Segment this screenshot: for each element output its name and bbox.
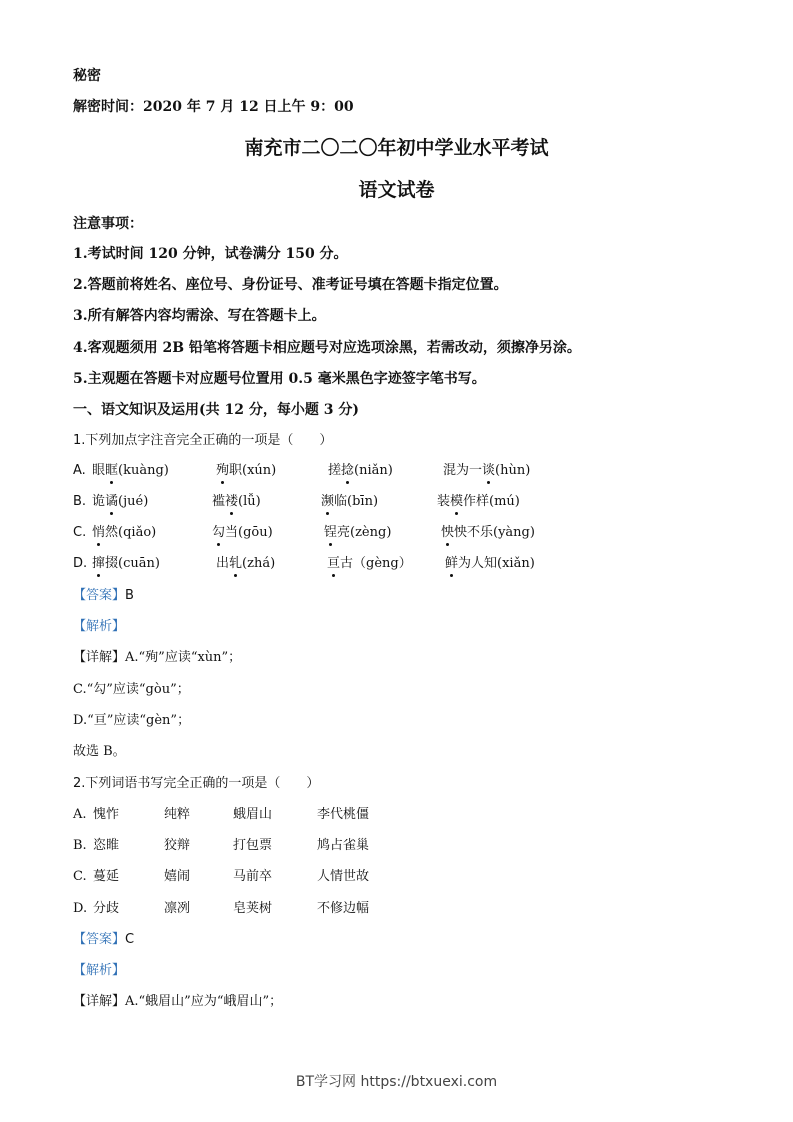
option-item: 锃亮(zèng): [324, 525, 392, 540]
detail-line: 【详解】A.“殉”应读“xùn”；: [73, 650, 242, 665]
dotted-char: 亘: [327, 556, 341, 571]
dotted-char: 褛: [225, 494, 239, 509]
answer-row: [73, 587, 134, 605]
option-item: 殉职(xún): [216, 463, 277, 478]
option-word: 李代桃僵: [317, 807, 370, 822]
dotted-char: 鲜: [445, 556, 459, 571]
analysis-label: 【解析】: [73, 963, 126, 978]
dotted-char: 模: [450, 494, 464, 509]
dotted-char: 殉: [216, 463, 230, 478]
answer-value: C: [125, 932, 135, 947]
option-letter: C.: [73, 525, 87, 540]
option-item: 搓捻(niǎn): [328, 463, 393, 478]
detail-line: 【详解】A.“蛾眉山”应为“峨眉山”；: [73, 994, 283, 1009]
option-item: 撺掇(cuān): [92, 556, 160, 571]
dotted-char: 濒: [321, 494, 335, 509]
analysis-label: 【解析】: [73, 619, 126, 634]
detail-line: 故选 B。: [73, 744, 126, 759]
option-item: 悄然(qiǎo): [92, 525, 157, 540]
paper-subtitle: 语文试卷: [358, 179, 435, 201]
question-2-stem: 2.下列词语书写完全正确的一项是（ ）: [73, 776, 320, 791]
dotted-char: 勾: [212, 525, 226, 540]
dotted-char: 悄: [92, 525, 106, 540]
option-word: 蛾眉山: [233, 807, 273, 822]
site-footer: BT学习网 https://btxuexi.com: [295, 1074, 498, 1090]
section-heading: 一、语文知识及运用(共 12 分，每小题 3 分): [73, 402, 359, 418]
answer-row: [73, 931, 134, 949]
decrypt-time: 解密时间：2020 年 7 月 12 日上午 9：00: [73, 99, 354, 115]
option-word: 凛冽: [164, 901, 191, 916]
option-letter: A.: [73, 463, 86, 478]
answer-label: 【答案】: [73, 932, 126, 947]
dotted-char: 谲: [105, 494, 119, 509]
option-word: 不修边幅: [317, 901, 370, 916]
option-item: 勾当(gōu): [212, 525, 273, 540]
notice-item: 4.客观题须用 2B 铅笔将答题卡相应题号对应选项涂黑，若需改动，须擦净另涂。: [73, 340, 581, 356]
option-item: 混为一谈(hùn): [443, 463, 531, 478]
exam-title: 南充市二〇二〇年初中学业水平考试: [244, 137, 549, 159]
option-letter: B.: [73, 838, 87, 853]
option-item: 诡谲(jué): [92, 494, 149, 509]
option-word: 打包票: [233, 838, 273, 853]
notice-item: 3.所有解答内容均需涂、写在答题卡上。: [73, 308, 326, 324]
option-letter: B.: [73, 494, 87, 509]
option-word: 嬉闹: [164, 869, 191, 884]
option-word: 蔓延: [93, 869, 120, 884]
option-word: 鸠占雀巢: [317, 838, 370, 853]
option-word: 恣睢: [93, 838, 120, 853]
option-word: 皂荚树: [233, 901, 273, 916]
option-item: 褴褛(lǚ): [212, 494, 261, 509]
notice-item: 1.考试时间 120 分钟，试卷满分 150 分。: [73, 246, 348, 262]
dotted-char: 捻: [341, 463, 355, 478]
option-item: 出轧(zhá): [216, 556, 276, 571]
option-item: 装模作样(mú): [437, 494, 520, 509]
option-letter: A.: [73, 807, 87, 822]
answer-label: 【答案】: [73, 588, 126, 603]
dotted-char: 锃: [324, 525, 338, 540]
option-word: 纯粹: [164, 807, 191, 822]
option-item: 怏怏不乐(yàng): [441, 525, 535, 540]
option-item: 鲜为人知(xiǎn): [445, 556, 535, 571]
answer-value: B: [125, 588, 134, 603]
question-1-stem: 1.下列加点字注音完全正确的一项是（ ）: [73, 433, 333, 448]
option-letter: D.: [73, 901, 88, 916]
dotted-char: 撺: [92, 556, 106, 571]
option-word: 马前卒: [233, 869, 273, 884]
option-word: 愧怍: [93, 807, 120, 822]
option-item: 濒临(bīn): [321, 494, 379, 509]
dotted-char: 谈: [482, 463, 496, 478]
notice-item: 5.主观题在答题卡对应题号位置用 0.5 毫米黑色字迹签字笔书写。: [73, 371, 486, 387]
detail-line: D.“亘”应读“gèn”；: [73, 713, 191, 728]
option-word: 分歧: [93, 901, 120, 916]
dotted-char: 轧: [229, 556, 243, 571]
notice-item: 2.答题前将姓名、座位号、身份证号、准考证号填在答题卡指定位置。: [73, 277, 508, 293]
option-word: 人情世故: [317, 869, 370, 884]
notice-heading: 注意事项：: [73, 216, 143, 232]
secret-label: 秘密: [73, 68, 101, 84]
option-letter: D.: [73, 556, 88, 571]
option-word: 狡辩: [164, 838, 191, 853]
option-item: 眼眶(kuàng): [92, 463, 169, 478]
option-item: 亘古（gèng）: [327, 556, 412, 571]
dotted-char: 怏: [441, 525, 455, 540]
option-letter: C.: [73, 869, 87, 884]
dotted-char: 眶: [105, 463, 119, 478]
detail-line: C.“勾”应读“gòu”；: [73, 682, 190, 697]
